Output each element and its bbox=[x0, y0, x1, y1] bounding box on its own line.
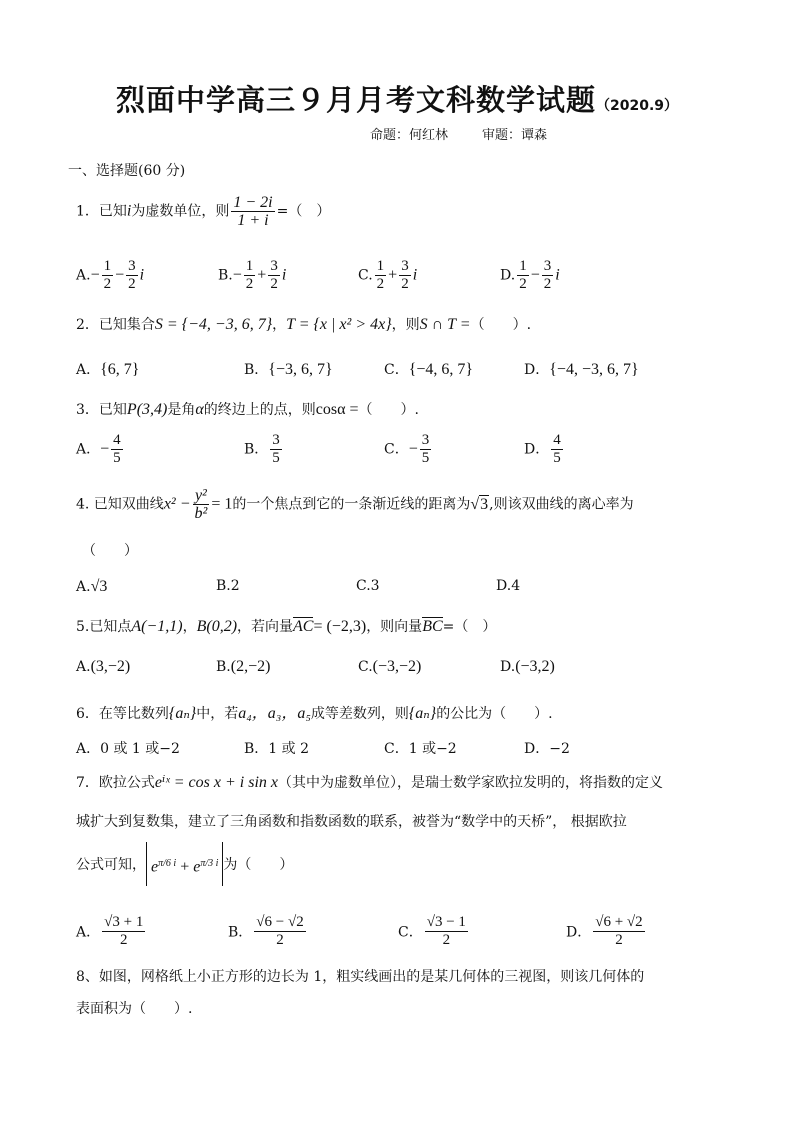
q7-option-c[interactable]: C． $\frac{√3 - 1}{2}$ bbox=[398, 914, 466, 948]
question-1: 1．已知i为虚数单位，则 $\frac{1 - 2i}{1 + i}$ =（ ） bbox=[76, 194, 331, 229]
q1-option-d[interactable]: D. $\frac{1}{2}$ − $\frac{3}{2}$ i bbox=[500, 258, 560, 292]
q1-fraction: $\frac{1 - 2i}{1 + i}$ bbox=[233, 194, 273, 229]
setter: 命题：何红林 bbox=[370, 128, 449, 143]
q4-option-b[interactable]: B.2 bbox=[216, 578, 240, 594]
q1-option-b[interactable]: B.− $\frac{1}{2}$ + $\frac{3}{2}$ i bbox=[218, 258, 287, 292]
question-7-line-3: 公式可知， $e^{\pi/6 i} + e^{\pi/3 i}$ 为（ ） bbox=[76, 842, 293, 886]
question-7-line-1: 7．欧拉公式eⁱˣ = cos x + i sin x（其中为虚数单位），是瑞士数学家欧拉发明的，将指数的定义 bbox=[76, 774, 663, 791]
question-3: 3．已知P(3,4)是角α的终边上的点，则cosα =（ ）. bbox=[76, 401, 419, 418]
section-heading: 一、选择题(60 分) bbox=[68, 163, 186, 179]
question-8-line-2: 表面积为（ ）. bbox=[76, 1001, 193, 1017]
q6-option-a[interactable]: A．0 或 1 或−2 bbox=[76, 741, 180, 757]
question-6: 6．在等比数列{aₙ}中，若a₄，a₃，a₅成等差数列，则{aₙ}的公比为（ ）. bbox=[76, 705, 553, 722]
q6-option-c[interactable]: C．1 或−2 bbox=[384, 741, 457, 757]
q2-option-d[interactable]: D．{−4, −3, 6, 7} bbox=[524, 361, 639, 378]
q5-option-b[interactable]: B.(2,−2) bbox=[216, 658, 271, 675]
q3-option-c[interactable]: C．− $\frac{3}{5}$ bbox=[384, 432, 430, 466]
q1-option-c[interactable]: C. $\frac{1}{2}$ + $\frac{3}{2}$ i bbox=[358, 258, 418, 292]
q7-option-a[interactable]: A． $\frac{√3 + 1}{2}$ bbox=[76, 914, 144, 948]
exam-authors bbox=[370, 124, 547, 143]
q3-option-a[interactable]: A．− $\frac{4}{5}$ bbox=[76, 432, 121, 466]
question-4: 4. 已知双曲线x² − $\frac{\text{y²}}{\text{b²}}$ = 1的一个焦点到它的一条渐近线的距离为√3,则该双曲线的离心率为 bbox=[76, 487, 634, 522]
q7-option-d[interactable]: D． $\frac{√6 + √2}{2}$ bbox=[566, 914, 643, 948]
title-date: （2020.9） bbox=[595, 98, 679, 114]
question-8-line-1: 8、如图，网格纸上小正方形的边长为 1，粗实线画出的是某几何体的三视图，则该几何体的 bbox=[76, 969, 645, 985]
q2-option-a[interactable]: A．{6, 7} bbox=[76, 361, 140, 378]
title-text: 烈面中学高三９月月考文科数学试题 bbox=[115, 83, 596, 117]
q2-option-c[interactable]: C．{−4, 6, 7} bbox=[384, 361, 474, 378]
q4-blank: （ ） bbox=[82, 543, 138, 559]
q5-option-d[interactable]: D.(−3,2) bbox=[500, 658, 555, 675]
q1-option-a[interactable]: A.− $\frac{1}{2}$ − $\frac{3}{2}$ i bbox=[76, 258, 145, 292]
q7-abs-expression: $e^{\pi/6 i} + e^{\pi/3 i}$ bbox=[146, 842, 223, 886]
question-5: 5.已知点A(−1,1)，B(0,2)，若向量AC= (−2,3)，则向量BC=（ ） bbox=[76, 618, 497, 635]
reviewer: 审题：谭森 bbox=[482, 128, 548, 143]
q6-option-b[interactable]: B．1 或 2 bbox=[244, 741, 310, 757]
vector-bc: BC bbox=[422, 618, 443, 635]
question-7-line-2: 城扩大到复数集，建立了三角函数和指数函数的联系，被誉为“数学中的天桥”， 根据欧拉 bbox=[76, 814, 627, 830]
q2-option-b[interactable]: B．{−3, 6, 7} bbox=[244, 361, 333, 378]
q4-option-c[interactable]: C.3 bbox=[356, 578, 380, 594]
q4-option-a[interactable]: A.√3 bbox=[76, 578, 108, 595]
question-2: 2．已知集合S = {−4, −3, 6, 7}，T = {x | x² > 4x}，则S ∩ T =（ ）. bbox=[76, 316, 532, 333]
q5-option-a[interactable]: A.(3,−2) bbox=[76, 658, 131, 675]
vector-ac: AC bbox=[293, 618, 314, 635]
q7-option-b[interactable]: B． $\frac{√6 - √2}{2}$ bbox=[228, 914, 304, 948]
q3-option-d[interactable]: D． $\frac{4}{5}$ bbox=[524, 432, 561, 466]
q4-option-d[interactable]: D.4 bbox=[496, 578, 521, 594]
exam-title bbox=[0, 78, 794, 119]
q6-option-d[interactable]: D．−2 bbox=[524, 741, 570, 757]
q3-option-b[interactable]: B． $\frac{3}{5}$ bbox=[244, 432, 280, 466]
q5-option-c[interactable]: C.(−3,−2) bbox=[358, 658, 422, 675]
